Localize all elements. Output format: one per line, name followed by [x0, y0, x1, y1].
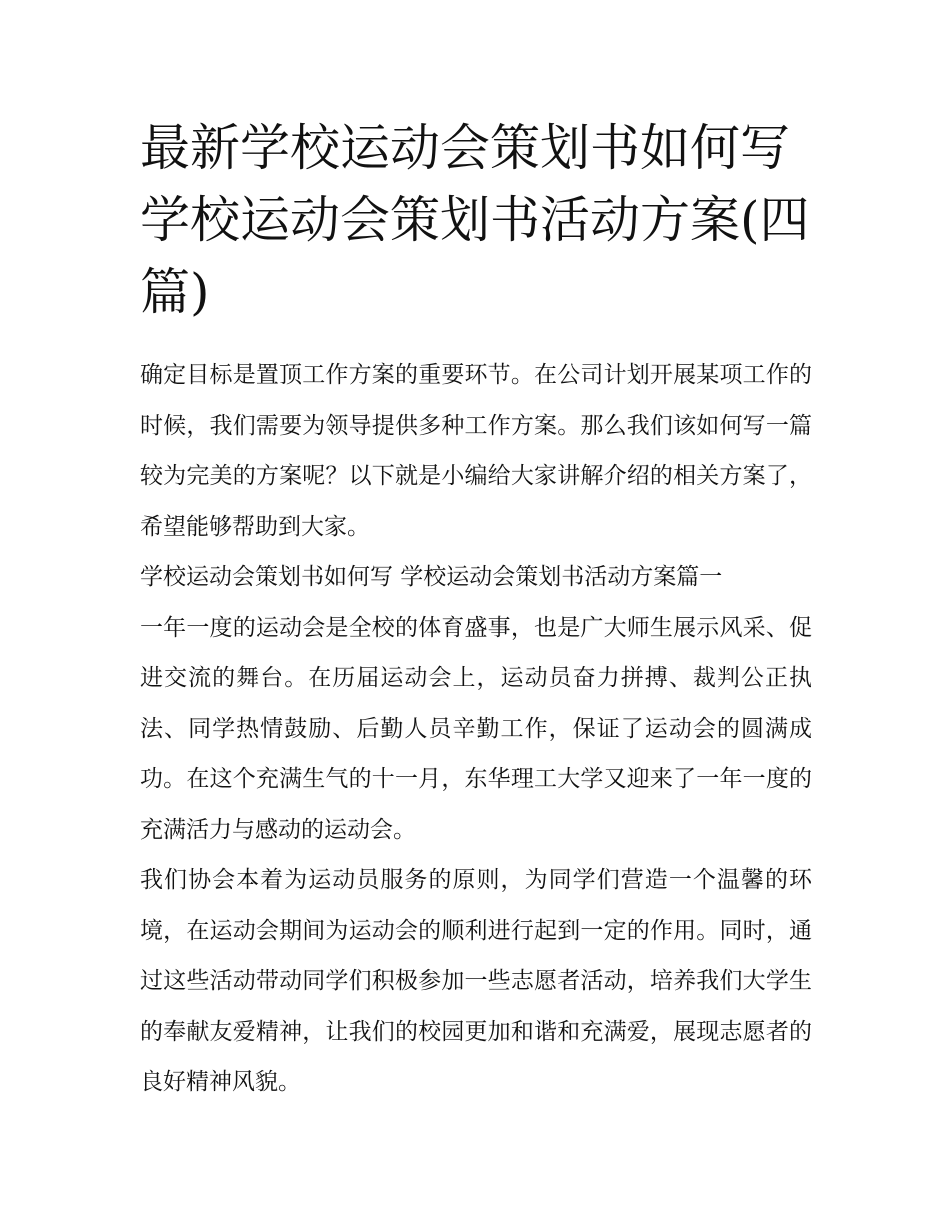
- document-title: 最新学校运动会策划书如何写 学校运动会策划书活动方案(四篇): [140, 119, 810, 321]
- section-heading: 学校运动会策划书如何写 学校运动会策划书活动方案篇一: [140, 564, 723, 590]
- document-body: [140, 350, 812, 1108]
- body-paragraph: 一年一度的运动会是全校的体育盛事，也是广大师生展示风采、促进交流的舞台。在历届运动会上，运动员奋力拼搏、裁判公正执法、同学热情鼓励、后勤人员辛勤工作，保证了运动会的圆满成功。在这个充满生气的十一月，东华理工大学又迎来了一年一度的充满活力与感动的运动会。: [140, 614, 812, 843]
- intro-paragraph: 确定目标是置顶工作方案的重要环节。在公司计划开展某项工作的时候，我们需要为领导提供多种工作方案。那么我们该如何写一篇较为完美的方案呢？以下就是小编给大家讲解介绍的相关方案了，希望能够帮助到大家。: [140, 362, 812, 540]
- body-paragraph: 我们协会本着为运动员服务的原则，为同学们营造一个温馨的环境，在运动会期间为运动会的顺利进行起到一定的作用。同时，通过这些活动带动同学们积极参加一些志愿者活动，培养我们大学生的奉献友爱精神，让我们的校园更加和谐和充满爱，展现志愿者的良好精神风貌。: [140, 867, 812, 1095]
- document-page: [140, 112, 812, 1108]
